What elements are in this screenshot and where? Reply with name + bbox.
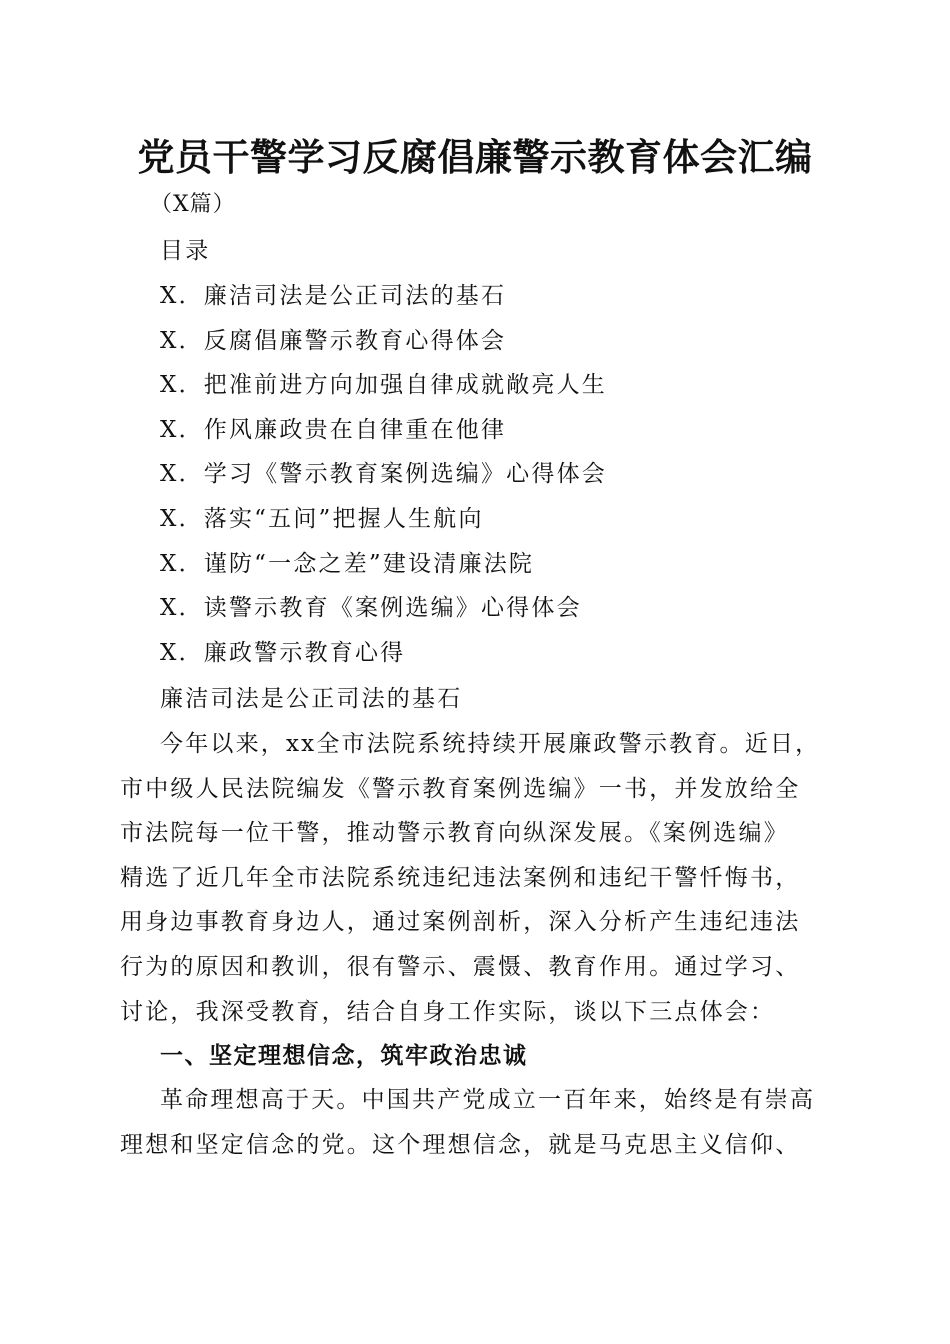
paragraph-line: 革命理想高于天。中国共产党成立一百年来，始终是有崇高 [160,1087,816,1113]
paragraph-line: 今年以来，xx全市法院系统持续开展廉政警示教育。近日， [160,731,821,757]
toc-item: X．学习《警示教育案例选编》心得体会 [160,461,607,488]
paragraph-line: 市法院每一位干警，推动警示教育向纵深发展。《案例选编》 [120,820,789,847]
document-title: 党员干警学习反腐倡廉警示教育体会汇编 [137,135,813,179]
paragraph-line: 市中级人民法院编发《警示教育案例选编》一书，并发放给全 [120,775,801,802]
toc-item: X．读警示教育《案例选编》心得体会 [160,595,582,622]
document-subtitle: （X篇） [150,192,236,217]
toc-item: X．反腐倡廉警示教育心得体会 [160,327,507,354]
body-paragraph [120,722,840,1034]
toc-item: X．谨防“一念之差”建设清廉法院 [160,550,535,577]
body-paragraph [120,1078,840,1167]
paragraph-line: 理想和坚定信念的党。这个理想信念，就是马克思主义信仰、 [120,1131,801,1158]
paragraph-line: 用身边事教育身边人，通过案例剖析，深入分析产生违纪违法 [120,909,801,936]
paragraph-line: 行为的原因和教训，很有警示、震慑、教育作用。通过学习、 [120,953,801,980]
section-heading: 一、坚定理想信念，筑牢政治忠诚 [160,1043,528,1069]
toc-item: X．把准前进方向加强自律成就敞亮人生 [160,372,607,399]
toc-item: X．廉洁司法是公正司法的基石 [160,283,507,309]
toc-heading: 目录 [160,238,211,264]
toc-list [160,281,607,682]
section-title: 廉洁司法是公正司法的基石 [160,686,463,712]
paragraph-line: 精选了近几年全市法院系统违纪违法案例和违纪干警忏悔书， [120,864,801,891]
toc-item: X．作风廉政贵在自律重在他律 [160,416,507,443]
paragraph-line: 讨论，我深受教育，结合自身工作实际，谈以下三点体会： [120,998,776,1025]
toc-item: X．廉政警示教育心得 [160,639,406,666]
toc-item: X．落实“五问”把握人生航向 [160,505,484,532]
